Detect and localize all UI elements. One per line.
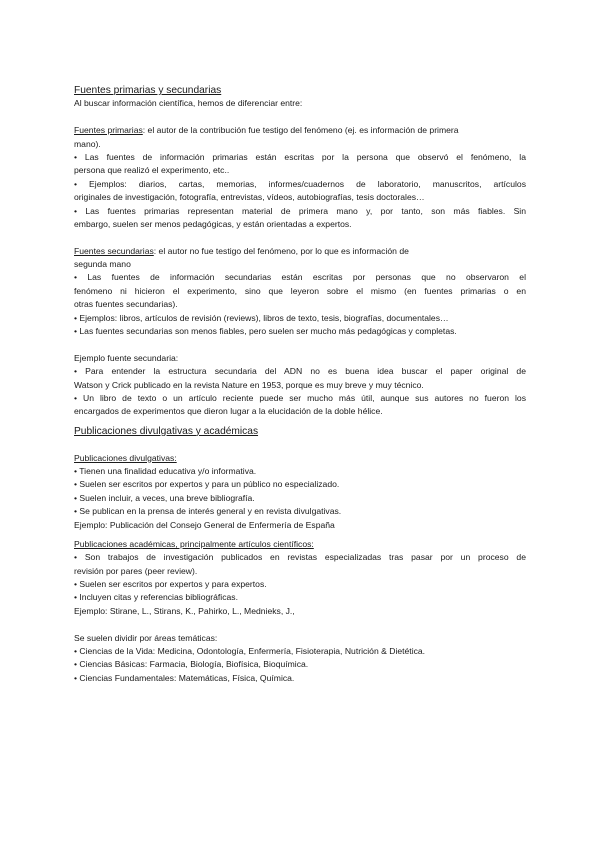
ejemplo-title: Ejemplo fuente secundaria: [74,352,179,363]
primarias-definition-text: : el autor de la contribución fue testigo del fenómeno (ej. es información de primera [142,125,459,136]
academicas-bullet-1-cont: revisión por pares (peer review). [74,565,198,576]
primarias-bullet-3: • Las fuentes primarias representan material de primera mano y, por tanto, son más fiables. Sin [74,205,526,216]
divulgativas-label: Publicaciones divulgativas: [74,452,177,463]
areas-bullet-1: • Ciencias de la Vida: Medicina, Odontología, Enfermería, Fisioterapia, Nutrición & Dietética. [74,646,426,657]
ejemplo-bullet-1: • Para entender la estructura secundaria del ADN no es buena idea buscar el paper original de [74,366,526,377]
document-page [74,84,526,685]
ejemplo-bullet-2: • Un libro de texto o un artículo reciente puede ser mucho más útil, aunque sus autores no fueron los [74,392,526,403]
divulgativas-bullet-1: • Tienen una finalidad educativa y/o informativa. [74,465,257,476]
academicas-bullet-1: • Son trabajos de investigación publicados en revistas especializadas tras pasar por un proceso de [74,552,526,563]
primarias-bullet-1-cont: persona que realizó el experimento, etc.. [74,165,230,176]
secundarias-definition-text: : el autor no fue testigo del fenómeno, por lo que es información de [153,245,409,256]
areas-bullet-2: • Ciencias Básicas: Farmacia, Biología, Biofísica, Bioquímica. [74,659,309,670]
secundarias-bullet-1-cont: fenómeno ni hicieron el experimento, sino que leyeron sobre el mismo (en fuentes primarias o en [74,285,526,296]
academicas-bullet-3: • Incluyen citas y referencias bibliográficas. [74,592,238,603]
ejemplo-bullet-1-cont: Watson y Crick publicado en la revista Nature en 1953, porque es muy breve y muy técnico. [74,379,424,390]
primarias-bullet-3-cont: embargo, suelen ser menos pedagógicas, y están orientadas a expertos. [74,218,352,229]
intro-text: Al buscar información científica, hemos de diferenciar entre: [74,98,303,109]
primarias-label: Fuentes primarias [74,125,143,136]
primarias-definition [74,124,526,137]
divulgativas-bullet-4: • Se publican en la prensa de interés general y en revista divulgativas. [74,506,342,517]
secundarias-bullet-3: • Las fuentes secundarias son menos fiables, pero suelen ser mucho más pedagógicas y completas. [74,326,457,337]
primarias-definition-cont: mano). [74,138,101,149]
areas-title: Se suelen dividir por áreas temáticas: [74,632,218,643]
academicas-bullet-2: • Suelen ser escritos por expertos y para expertos. [74,579,267,590]
divulgativas-bullet-3: • Suelen incluir, a veces, una breve bibliografía. [74,492,255,503]
academicas-label: Publicaciones académicas, principalmente artículos científicos: [74,538,314,549]
divulgativas-bullet-2: • Suelen ser escritos por expertos y para un público no especializado. [74,479,340,490]
primarias-bullet-1: • Las fuentes de información primarias están escritas por la persona que observó el fenómeno, la [74,151,526,162]
section-title-fuentes: Fuentes primarias y secundarias [74,85,222,96]
secundarias-bullet-1-cont2: otras fuentes secundarias). [74,299,178,310]
secundarias-definition-cont: segunda mano [74,259,131,270]
primarias-bullet-2-cont: originales de investigación, fotografía, entrevistas, vídeos, autobiografías, tesis doctorales… [74,192,425,203]
secundarias-bullet-1: • Las fuentes de información secundarias están escritas por personas que no observaron el [74,272,526,283]
academicas-example: Ejemplo: Stirane, L., Stirans, K., Pahirko, L., Mednieks, J., [74,605,295,616]
section-title-publicaciones: Publicaciones divulgativas y académicas [74,425,259,437]
ejemplo-bullet-2-cont: encargados de experimentos que dieron lugar a la elucidación de la doble hélice. [74,406,383,417]
areas-bullet-3: • Ciencias Fundamentales: Matemáticas, Física, Química. [74,672,295,683]
secundarias-label: Fuentes secundarias [74,245,154,256]
secundarias-bullet-2: • Ejemplos: libros, artículos de revisión (reviews), libros de texto, tesis, biografías, documentales… [74,312,449,323]
primarias-bullet-2: • Ejemplos: diarios, cartas, memorias, informes/cuadernos de laboratorio, manuscritos, artículos [74,178,526,189]
divulgativas-example: Ejemplo: Publicación del Consejo General de Enfermería de España [74,519,335,530]
secundarias-definition [74,245,526,258]
